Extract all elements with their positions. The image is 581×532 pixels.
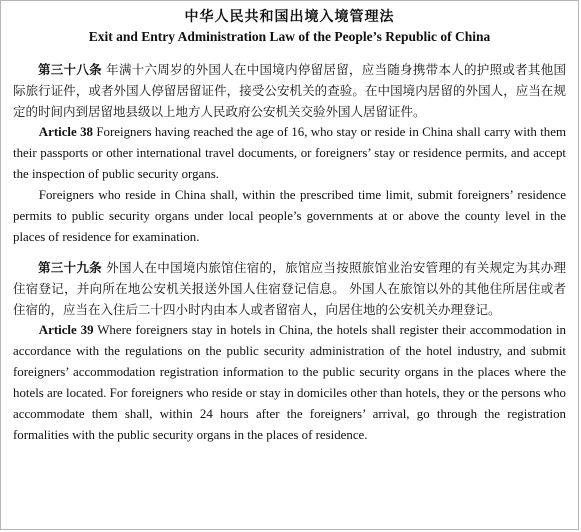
- document-title-chinese: 中华人民共和国出境入境管理法: [184, 9, 395, 25]
- article-39: [13, 257, 566, 446]
- article-38: [13, 59, 566, 248]
- article-39-chinese-paragraph: [13, 257, 566, 320]
- article-38-english-text-1: Foreigners having reached the age of 16, who stay or reside in China shall carry with them their passports or other international travel documents, or foreigners’ stay or residence permits, and accept the inspection of public security organs.: [13, 125, 566, 181]
- article-38-chinese-text: 年满十六周岁的外国人在中国境内停留居留，应当随身携带本人的护照或者其他国际旅行证件，或者外国人停留居留证件，接受公安机关的查验。在中国境内居留的外国人，应当在规定的时间内到居留地县级以上地方人民政府公安机关交验外国人居留证件。: [13, 62, 566, 119]
- document-title-english: Exit and Entry Administration Law of the People’s Republic of China: [88, 29, 491, 44]
- article-39-english-text: Where foreigners stay in hotels in China, the hotels shall register their accommodation in accordance with the regulations on the public security administration of the hotel industry, and submit foreigners’ accommodation registration information to the public security organs in the places where the hotels are located. For foreigners who reside or stay in domiciles other than hotels, they or the persons who accommodate them shall, within 24 hours after the foreigners’ arrival, go through the registration formalities with the public security organs in the places of residence.: [13, 323, 566, 442]
- article-38-english-paragraph-2: Foreigners who reside in China shall, within the prescribed time limit, submit foreigners’ residence permits to public security organs under local people’s governments at or above the county level in the places of residence for examination.: [13, 188, 566, 244]
- article-39-english-paragraph: [13, 320, 566, 446]
- article-38-chinese-number: 第三十八条: [38, 62, 102, 77]
- article-38-english-paragraph-1: [13, 122, 566, 185]
- article-spacer: [13, 248, 566, 257]
- article-39-chinese-text: 外国人在中国境内旅馆住宿的，旅馆应当按照旅馆业治安管理的有关规定为其办理住宿登记，并向所在地公安机关报送外国人住宿登记信息。 外国人在旅馆以外的其他住所居住或者住宿的，应当在入住后二十四小时内由本人或者留宿人，向居住地的公安机关办理登记。: [13, 260, 566, 317]
- article-39-chinese-number: 第三十九条: [38, 260, 102, 275]
- article-38-chinese-paragraph: [13, 59, 566, 122]
- article-39-english-number: Article 39: [38, 323, 94, 337]
- article-38-english-number: Article 38: [38, 125, 93, 139]
